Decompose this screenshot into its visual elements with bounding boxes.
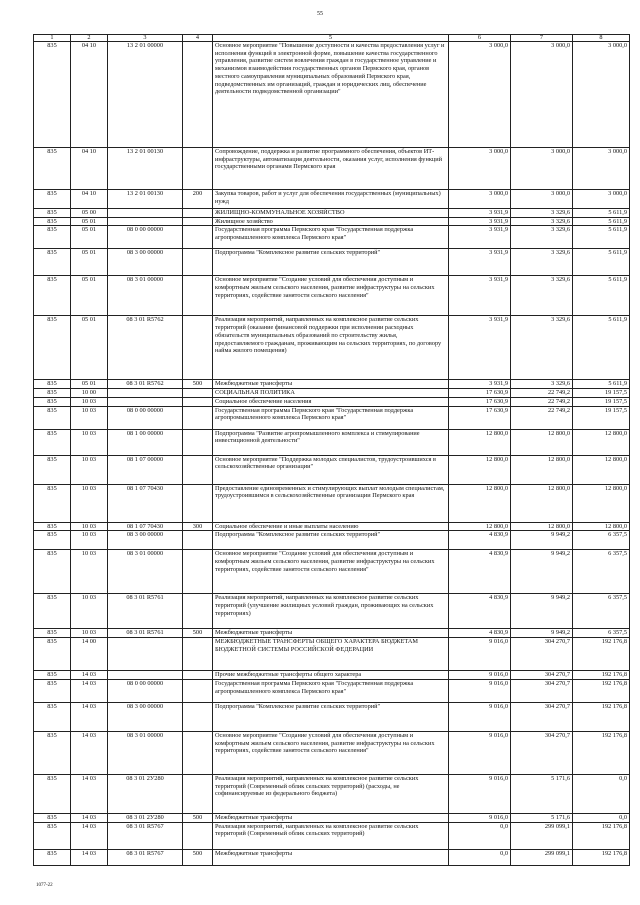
amount-2024-cell: 6 357,5 xyxy=(573,550,630,594)
item-name-cell: Государственная программа Пермского края "Государственная поддержка агропромышленного комплекса Пермского края" xyxy=(213,406,449,429)
table-row xyxy=(34,380,630,389)
admin-code-cell: 835 xyxy=(34,226,71,249)
table-row xyxy=(34,629,630,638)
amount-2023-cell: 3 000,0 xyxy=(511,42,573,148)
header-cell: 5 xyxy=(213,35,449,42)
amount-2023-cell: 9 949,2 xyxy=(511,594,573,629)
admin-code-cell: 835 xyxy=(34,209,71,218)
target-article-cell: 08 3 01 R5761 xyxy=(108,629,183,638)
target-article-cell: 08 3 01 00000 xyxy=(108,550,183,594)
admin-code-cell: 835 xyxy=(34,389,71,398)
expense-type-cell xyxy=(183,397,213,406)
item-name-cell: Подпрограмма "Комплексное развитие сельских территорий" xyxy=(213,702,449,731)
amount-2022-cell: 3 931,9 xyxy=(449,380,511,389)
amount-2023-cell: 22 749,2 xyxy=(511,397,573,406)
amount-2024-cell: 12 800,0 xyxy=(573,429,630,455)
table-row xyxy=(34,217,630,226)
admin-code-cell: 835 xyxy=(34,217,71,226)
item-name-cell: Предоставление единовременных и стимулирующих выплат молодым специалистам, трудоустроившимся в сельскохозяйственные организации Пермского края xyxy=(213,484,449,522)
table-row xyxy=(34,522,630,531)
item-name-cell: Подпрограмма "Развитие агропромышленного комплекса и стимулирование инвестиционной деятельности" xyxy=(213,429,449,455)
admin-code-cell: 835 xyxy=(34,849,71,865)
amount-2022-cell: 9 016,0 xyxy=(449,774,511,813)
target-article-cell: 08 3 01 R5762 xyxy=(108,316,183,380)
amount-2022-cell: 12 800,0 xyxy=(449,429,511,455)
section-code-cell: 14 03 xyxy=(71,813,108,822)
section-code-cell: 10 03 xyxy=(71,397,108,406)
amount-2023-cell: 3 329,6 xyxy=(511,276,573,316)
expense-type-cell xyxy=(183,731,213,774)
section-code-cell: 14 03 xyxy=(71,731,108,774)
table-row xyxy=(34,190,630,209)
target-article-cell xyxy=(108,638,183,671)
section-code-cell: 04 10 xyxy=(71,42,108,148)
target-article-cell xyxy=(108,397,183,406)
section-code-cell: 14 03 xyxy=(71,679,108,702)
amount-2024-cell: 192 176,8 xyxy=(573,731,630,774)
amount-2024-cell: 19 157,5 xyxy=(573,406,630,429)
amount-2023-cell: 304 270,7 xyxy=(511,671,573,680)
section-code-cell: 05 01 xyxy=(71,249,108,276)
amount-2023-cell: 3 329,6 xyxy=(511,380,573,389)
amount-2022-cell: 17 630,9 xyxy=(449,389,511,398)
expense-type-cell: 500 xyxy=(183,629,213,638)
amount-2022-cell: 9 016,0 xyxy=(449,813,511,822)
item-name-cell: Основное мероприятие "Поддержка молодых специалистов, трудоустроившихся в сельскохозяйственные организации" xyxy=(213,455,449,484)
admin-code-cell: 835 xyxy=(34,316,71,380)
amount-2024-cell: 5 611,9 xyxy=(573,249,630,276)
table-row xyxy=(34,702,630,731)
admin-code-cell: 835 xyxy=(34,629,71,638)
section-code-cell: 05 00 xyxy=(71,209,108,218)
target-article-cell: 13 2 01 00000 xyxy=(108,42,183,148)
expense-type-cell xyxy=(183,249,213,276)
amount-2024-cell: 19 157,5 xyxy=(573,389,630,398)
expense-type-cell xyxy=(183,276,213,316)
expense-type-cell xyxy=(183,42,213,148)
table-body xyxy=(34,42,630,866)
target-article-cell: 08 1 07 70430 xyxy=(108,484,183,522)
amount-2022-cell: 0,0 xyxy=(449,822,511,849)
admin-code-cell: 835 xyxy=(34,148,71,190)
target-article-cell: 08 3 01 R5762 xyxy=(108,380,183,389)
amount-2023-cell: 12 800,0 xyxy=(511,484,573,522)
admin-code-cell: 835 xyxy=(34,550,71,594)
amount-2024-cell: 12 800,0 xyxy=(573,522,630,531)
table-row xyxy=(34,209,630,218)
section-code-cell: 05 01 xyxy=(71,316,108,380)
amount-2023-cell: 3 000,0 xyxy=(511,190,573,209)
item-name-cell: ЖИЛИЩНО-КОММУНАЛЬНОЕ ХОЗЯЙСТВО xyxy=(213,209,449,218)
item-name-cell: Социальное обеспечение населения xyxy=(213,397,449,406)
item-name-cell: Закупка товаров, работ и услуг для обеспечения государственных (муниципальных) нужд xyxy=(213,190,449,209)
amount-2024-cell: 3 000,0 xyxy=(573,42,630,148)
admin-code-cell: 835 xyxy=(34,702,71,731)
target-article-cell: 08 3 01 00000 xyxy=(108,276,183,316)
target-article-cell: 08 3 00 00000 xyxy=(108,249,183,276)
amount-2022-cell: 4 830,9 xyxy=(449,531,511,550)
expense-type-cell: 500 xyxy=(183,849,213,865)
table-row xyxy=(34,774,630,813)
item-name-cell: Основное мероприятие "Создание условий для обеспечения доступным и комфортным жильем сельского населения, развитие инфраструктуры на сельских территориях, содействие занятости сельского населения" xyxy=(213,276,449,316)
section-code-cell: 14 03 xyxy=(71,774,108,813)
item-name-cell: Подпрограмма "Комплексное развитие сельских территорий" xyxy=(213,531,449,550)
expense-type-cell xyxy=(183,594,213,629)
table-row xyxy=(34,226,630,249)
item-name-cell: Реализация мероприятий, направленных на комплексное развитие сельских территорий (оказание финансовой поддержки при исполнении расходных обязательств муниципальных образований по строительству жилья, предоставляемого гражданам, проживающим на сельских территориях, по договору найма жилого помещения) xyxy=(213,316,449,380)
item-name-cell: Основное мероприятие "Создание условий для обеспечения доступным и комфортным жильем сельского населения, развитие инфраструктуры на сельских территориях, содействие занятости сельского населения" xyxy=(213,731,449,774)
admin-code-cell: 835 xyxy=(34,531,71,550)
amount-2022-cell: 0,0 xyxy=(449,849,511,865)
expense-type-cell xyxy=(183,226,213,249)
expense-type-cell xyxy=(183,550,213,594)
amount-2023-cell: 22 749,2 xyxy=(511,406,573,429)
amount-2023-cell: 304 270,7 xyxy=(511,702,573,731)
table-row xyxy=(34,429,630,455)
amount-2024-cell: 192 176,8 xyxy=(573,849,630,865)
amount-2024-cell: 6 357,5 xyxy=(573,629,630,638)
table-row xyxy=(34,397,630,406)
admin-code-cell: 835 xyxy=(34,42,71,148)
amount-2024-cell: 192 176,8 xyxy=(573,702,630,731)
section-code-cell: 05 01 xyxy=(71,226,108,249)
amount-2023-cell: 9 949,2 xyxy=(511,531,573,550)
amount-2023-cell: 304 270,7 xyxy=(511,679,573,702)
table-row xyxy=(34,531,630,550)
section-code-cell: 10 03 xyxy=(71,455,108,484)
amount-2024-cell: 5 611,9 xyxy=(573,276,630,316)
amount-2022-cell: 3 000,0 xyxy=(449,42,511,148)
admin-code-cell: 835 xyxy=(34,406,71,429)
expense-type-cell xyxy=(183,638,213,671)
item-name-cell: Жилищное хозяйство xyxy=(213,217,449,226)
section-code-cell: 10 03 xyxy=(71,429,108,455)
amount-2024-cell: 5 611,9 xyxy=(573,380,630,389)
target-article-cell: 08 1 00 00000 xyxy=(108,429,183,455)
section-code-cell: 04 10 xyxy=(71,148,108,190)
table-row xyxy=(34,822,630,849)
amount-2022-cell: 4 830,9 xyxy=(449,629,511,638)
table-row xyxy=(34,679,630,702)
section-code-cell: 10 03 xyxy=(71,594,108,629)
amount-2024-cell: 192 176,8 xyxy=(573,822,630,849)
amount-2023-cell: 3 329,6 xyxy=(511,217,573,226)
admin-code-cell: 835 xyxy=(34,822,71,849)
item-name-cell: Межбюджетные трансферты xyxy=(213,380,449,389)
admin-code-cell: 835 xyxy=(34,429,71,455)
amount-2023-cell: 3 329,6 xyxy=(511,249,573,276)
item-name-cell: Социальное обеспечение и иные выплаты населению xyxy=(213,522,449,531)
table-row xyxy=(34,148,630,190)
target-article-cell: 08 3 01 R5767 xyxy=(108,849,183,865)
section-code-cell: 10 03 xyxy=(71,531,108,550)
section-code-cell: 05 01 xyxy=(71,276,108,316)
header-cell: 4 xyxy=(183,35,213,42)
amount-2024-cell: 192 176,8 xyxy=(573,671,630,680)
expense-type-cell xyxy=(183,389,213,398)
amount-2023-cell: 5 171,6 xyxy=(511,774,573,813)
header-cell: 6 xyxy=(449,35,511,42)
target-article-cell: 08 3 00 00000 xyxy=(108,702,183,731)
expense-type-cell: 300 xyxy=(183,522,213,531)
amount-2022-cell: 17 630,9 xyxy=(449,406,511,429)
amount-2022-cell: 17 630,9 xyxy=(449,397,511,406)
target-article-cell: 08 3 00 00000 xyxy=(108,531,183,550)
amount-2022-cell: 9 016,0 xyxy=(449,702,511,731)
expense-type-cell: 500 xyxy=(183,813,213,822)
target-article-cell: 08 0 00 00000 xyxy=(108,406,183,429)
item-name-cell: Реализация мероприятий, направленных на комплексное развитие сельских территорий (Современный облик сельских территорий) (расходы, не софинансируемые из федерального бюджета) xyxy=(213,774,449,813)
header-cell: 3 xyxy=(108,35,183,42)
amount-2023-cell: 3 000,0 xyxy=(511,148,573,190)
amount-2022-cell: 3 931,9 xyxy=(449,316,511,380)
section-code-cell: 10 03 xyxy=(71,629,108,638)
amount-2024-cell: 19 157,5 xyxy=(573,397,630,406)
amount-2022-cell: 3 000,0 xyxy=(449,148,511,190)
item-name-cell: Межбюджетные трансферты xyxy=(213,813,449,822)
amount-2022-cell: 12 800,0 xyxy=(449,455,511,484)
amount-2023-cell: 22 749,2 xyxy=(511,389,573,398)
target-article-cell: 13 2 01 00130 xyxy=(108,190,183,209)
admin-code-cell: 835 xyxy=(34,594,71,629)
section-code-cell: 10 03 xyxy=(71,406,108,429)
item-name-cell: Государственная программа Пермского края "Государственная поддержка агропромышленного комплекса Пермского края" xyxy=(213,679,449,702)
amount-2024-cell: 12 800,0 xyxy=(573,455,630,484)
section-code-cell: 10 03 xyxy=(71,550,108,594)
expense-type-cell xyxy=(183,429,213,455)
footer-code: 1077-22 xyxy=(36,883,53,888)
amount-2022-cell: 9 016,0 xyxy=(449,638,511,671)
amount-2022-cell: 12 800,0 xyxy=(449,484,511,522)
admin-code-cell: 835 xyxy=(34,249,71,276)
table-row xyxy=(34,276,630,316)
expense-type-cell xyxy=(183,406,213,429)
target-article-cell xyxy=(108,389,183,398)
target-article-cell xyxy=(108,671,183,680)
item-name-cell: Реализация мероприятий, направленных на комплексное развитие сельских территорий (Современный облик сельских территорий) xyxy=(213,822,449,849)
amount-2022-cell: 3 931,9 xyxy=(449,249,511,276)
section-code-cell: 05 01 xyxy=(71,217,108,226)
header-cell: 7 xyxy=(511,35,573,42)
item-name-cell: Прочие межбюджетные трансферты общего характера xyxy=(213,671,449,680)
item-name-cell: Реализация мероприятий, направленных на комплексное развитие сельских территорий (улучшение жилищных условий граждан, проживающих на сельских территориях) xyxy=(213,594,449,629)
header-cell: 8 xyxy=(573,35,630,42)
section-code-cell: 14 03 xyxy=(71,702,108,731)
target-article-cell: 13 2 01 00130 xyxy=(108,148,183,190)
amount-2023-cell: 3 329,6 xyxy=(511,316,573,380)
target-article-cell xyxy=(108,217,183,226)
admin-code-cell: 835 xyxy=(34,455,71,484)
item-name-cell: Государственная программа Пермского края "Государственная поддержка агропромышленного комплекса Пермского края" xyxy=(213,226,449,249)
table-row xyxy=(34,849,630,865)
amount-2022-cell: 9 016,0 xyxy=(449,671,511,680)
admin-code-cell: 835 xyxy=(34,484,71,522)
section-code-cell: 14 03 xyxy=(71,671,108,680)
header-cell: 1 xyxy=(34,35,71,42)
amount-2022-cell: 3 931,9 xyxy=(449,276,511,316)
item-name-cell: Подпрограмма "Комплексное развитие сельских территорий" xyxy=(213,249,449,276)
amount-2024-cell: 5 611,9 xyxy=(573,217,630,226)
table-row xyxy=(34,316,630,380)
expense-type-cell xyxy=(183,531,213,550)
target-article-cell: 08 3 01 2У280 xyxy=(108,774,183,813)
amount-2023-cell: 304 270,7 xyxy=(511,638,573,671)
amount-2023-cell: 5 171,6 xyxy=(511,813,573,822)
amount-2023-cell: 12 800,0 xyxy=(511,455,573,484)
expense-type-cell xyxy=(183,217,213,226)
amount-2024-cell: 5 611,9 xyxy=(573,226,630,249)
table-row xyxy=(34,484,630,522)
amount-2023-cell: 3 329,6 xyxy=(511,226,573,249)
amount-2024-cell: 3 000,0 xyxy=(573,190,630,209)
admin-code-cell: 835 xyxy=(34,813,71,822)
amount-2023-cell: 3 329,6 xyxy=(511,209,573,218)
table-row xyxy=(34,671,630,680)
expense-type-cell xyxy=(183,822,213,849)
target-article-cell: 08 0 00 00000 xyxy=(108,679,183,702)
table-header-row xyxy=(34,35,630,42)
target-article-cell: 08 3 01 R5761 xyxy=(108,594,183,629)
amount-2024-cell: 12 800,0 xyxy=(573,484,630,522)
amount-2022-cell: 9 016,0 xyxy=(449,731,511,774)
amount-2022-cell: 4 830,9 xyxy=(449,594,511,629)
amount-2022-cell: 3 931,9 xyxy=(449,209,511,218)
target-article-cell: 08 1 07 00000 xyxy=(108,455,183,484)
amount-2023-cell: 299 099,1 xyxy=(511,822,573,849)
amount-2023-cell: 304 270,7 xyxy=(511,731,573,774)
amount-2023-cell: 9 949,2 xyxy=(511,550,573,594)
expense-type-cell xyxy=(183,484,213,522)
amount-2024-cell: 5 611,9 xyxy=(573,209,630,218)
admin-code-cell: 835 xyxy=(34,774,71,813)
expense-type-cell xyxy=(183,679,213,702)
target-article-cell: 08 3 01 00000 xyxy=(108,731,183,774)
amount-2023-cell: 299 099,1 xyxy=(511,849,573,865)
admin-code-cell: 835 xyxy=(34,679,71,702)
target-article-cell: 08 3 01 R5767 xyxy=(108,822,183,849)
page-number: 55 xyxy=(317,11,323,17)
admin-code-cell: 835 xyxy=(34,522,71,531)
section-code-cell: 10 03 xyxy=(71,484,108,522)
item-name-cell: Основное мероприятие "Повышение доступности и качества предоставления услуг и исполнения функций в электронной форме, повышение качества государственного управления, развитие систем вовлечения граждан в государственное управление и механизмов взаимодействия государственных органов Пермского края, органов местного самоуправления муниципальных образований Пермского края, подведомственных им организаций, граждан и юридических лиц, обеспечение деятельности подведомственной организации" xyxy=(213,42,449,148)
expense-type-cell xyxy=(183,455,213,484)
admin-code-cell: 835 xyxy=(34,731,71,774)
expense-type-cell xyxy=(183,671,213,680)
table-row xyxy=(34,406,630,429)
amount-2022-cell: 3 000,0 xyxy=(449,190,511,209)
amount-2024-cell: 0,0 xyxy=(573,813,630,822)
table-row xyxy=(34,42,630,148)
expense-type-cell: 500 xyxy=(183,380,213,389)
item-name-cell: Сопровождение, поддержка и развитие программного обеспечения, объектов ИТ-инфраструктуры, автоматизация деятельности, оказания услуг, исполнения функций государственными органами Пермского края xyxy=(213,148,449,190)
expense-type-cell xyxy=(183,316,213,380)
item-name-cell: МЕЖБЮДЖЕТНЫЕ ТРАНСФЕРТЫ ОБЩЕГО ХАРАКТЕРА БЮДЖЕТАМ БЮДЖЕТНОЙ СИСТЕМЫ РОССИЙСКОЙ ФЕДЕРАЦИИ xyxy=(213,638,449,671)
budget-table xyxy=(33,34,630,866)
admin-code-cell: 835 xyxy=(34,276,71,316)
item-name-cell: СОЦИАЛЬНАЯ ПОЛИТИКА xyxy=(213,389,449,398)
section-code-cell: 04 10 xyxy=(71,190,108,209)
expense-type-cell xyxy=(183,774,213,813)
amount-2024-cell: 6 357,5 xyxy=(573,594,630,629)
table-row xyxy=(34,249,630,276)
admin-code-cell: 835 xyxy=(34,190,71,209)
target-article-cell xyxy=(108,209,183,218)
section-code-cell: 14 00 xyxy=(71,638,108,671)
target-article-cell: 08 1 07 70430 xyxy=(108,522,183,531)
section-code-cell: 10 03 xyxy=(71,522,108,531)
amount-2023-cell: 12 800,0 xyxy=(511,522,573,531)
table-row xyxy=(34,813,630,822)
amount-2023-cell: 12 800,0 xyxy=(511,429,573,455)
amount-2024-cell: 5 611,9 xyxy=(573,316,630,380)
amount-2024-cell: 0,0 xyxy=(573,774,630,813)
item-name-cell: Межбюджетные трансферты xyxy=(213,629,449,638)
admin-code-cell: 835 xyxy=(34,397,71,406)
amount-2023-cell: 9 949,2 xyxy=(511,629,573,638)
table-row xyxy=(34,550,630,594)
table-row xyxy=(34,455,630,484)
amount-2022-cell: 3 931,9 xyxy=(449,217,511,226)
amount-2022-cell: 4 830,9 xyxy=(449,550,511,594)
section-code-cell: 14 03 xyxy=(71,849,108,865)
header-cell: 2 xyxy=(71,35,108,42)
section-code-cell: 10 00 xyxy=(71,389,108,398)
expense-type-cell: 200 xyxy=(183,190,213,209)
expense-type-cell xyxy=(183,148,213,190)
amount-2024-cell: 192 176,8 xyxy=(573,638,630,671)
item-name-cell: Межбюджетные трансферты xyxy=(213,849,449,865)
amount-2022-cell: 3 931,9 xyxy=(449,226,511,249)
target-article-cell: 08 3 01 2У280 xyxy=(108,813,183,822)
expense-type-cell xyxy=(183,702,213,731)
table-row xyxy=(34,638,630,671)
amount-2024-cell: 3 000,0 xyxy=(573,148,630,190)
admin-code-cell: 835 xyxy=(34,638,71,671)
amount-2022-cell: 9 016,0 xyxy=(449,679,511,702)
amount-2024-cell: 192 176,8 xyxy=(573,679,630,702)
table-row xyxy=(34,731,630,774)
amount-2024-cell: 6 357,5 xyxy=(573,531,630,550)
expense-type-cell xyxy=(183,209,213,218)
section-code-cell: 05 01 xyxy=(71,380,108,389)
admin-code-cell: 835 xyxy=(34,380,71,389)
section-code-cell: 14 03 xyxy=(71,822,108,849)
item-name-cell: Основное мероприятие "Создание условий для обеспечения доступным и комфортным жильем сельского населения, развитие инфраструктуры на сельских территориях, содействие занятости сельского населения" xyxy=(213,550,449,594)
table-row xyxy=(34,389,630,398)
admin-code-cell: 835 xyxy=(34,671,71,680)
amount-2022-cell: 12 800,0 xyxy=(449,522,511,531)
target-article-cell: 08 0 00 00000 xyxy=(108,226,183,249)
table-row xyxy=(34,594,630,629)
